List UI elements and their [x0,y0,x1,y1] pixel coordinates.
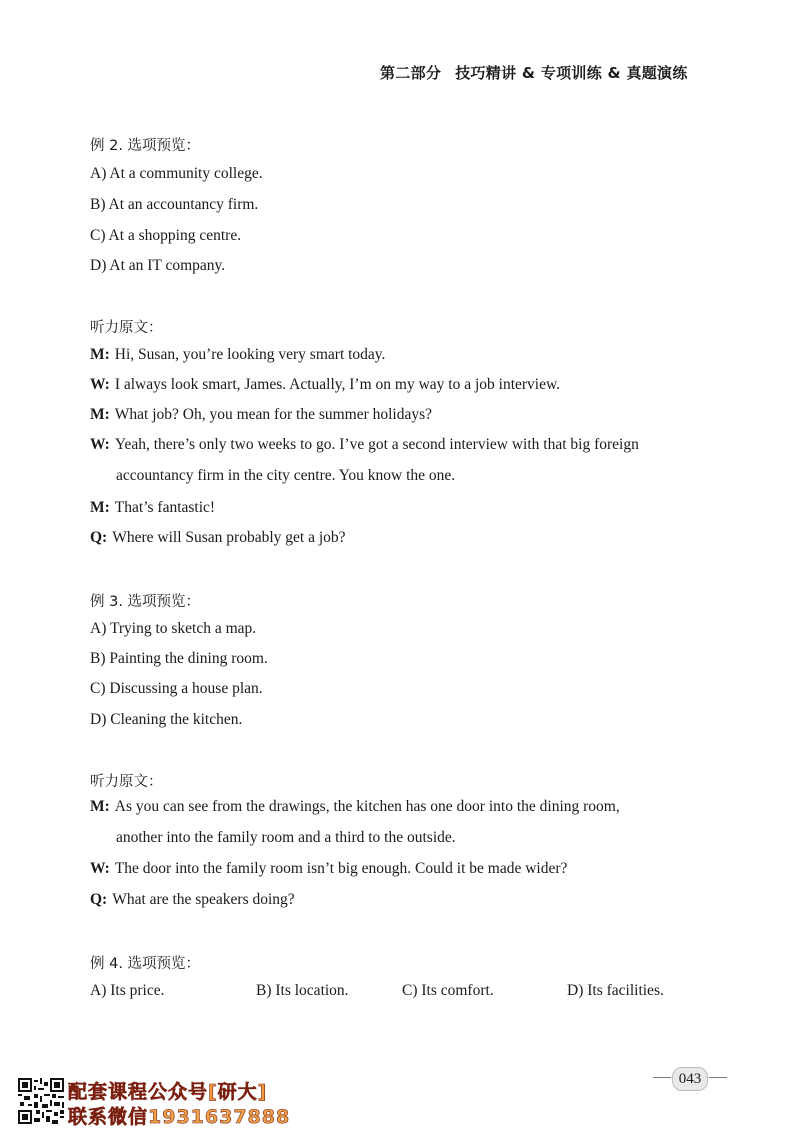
question-text: What are the speakers doing? [112,891,295,908]
example4-heading: 例 4. 选项预览： [90,956,201,972]
speaker-label: W: [90,436,110,453]
speaker-label: W: [90,860,110,877]
example4-option-d: D) Its facilities. [567,982,664,999]
example4-option-c: C) Its comfort. [402,982,494,999]
example2-heading: 例 2. 选项预览： [90,138,201,154]
example3-heading: 例 3. 选项预览： [90,594,201,610]
watermark-line-2: 联系微信1931637888 [68,1106,291,1128]
qr-code-icon [18,1078,64,1124]
dialogue-text: As you can see from the drawings, the kitchen has one door into the dining room, [114,798,620,815]
page-number [655,1067,725,1089]
dialogue-continuation: another into the family room and a third to the outside. [116,829,456,846]
dialogue-line [90,406,432,424]
example4-option-b: B) Its location. [256,982,349,999]
dialogue-line [90,860,567,878]
ornament-left [653,1077,671,1078]
watermark-line-1: 配套课程公众号[研大] [68,1081,268,1103]
example3-option-b: B) Painting the dining room. [90,650,268,667]
dialogue-continuation: accountancy firm in the city centre. You know the one. [116,467,456,484]
example4-option-a: A) Its price. [90,982,165,999]
question-line [90,891,295,909]
speaker-label: Q: [90,529,108,546]
dialogue-text: Hi, Susan, you’re looking very smart today. [114,346,386,363]
example3-option-d: D) Cleaning the kitchen. [90,711,243,728]
dialogue-line [90,346,385,364]
dialogue-line [90,436,639,454]
dialogue-line [90,798,620,816]
example2-option-b: B) At an accountancy firm. [90,196,259,213]
dialogue-text: The door into the family room isn’t big enough. Could it be made wider? [114,860,568,877]
speaker-label: Q: [90,891,108,908]
speaker-label: M: [90,499,110,516]
dialogue-text: Yeah, there’s only two weeks to go. I’ve got a second interview with that big foreign [114,436,639,453]
example2-option-c: C) At a shopping centre. [90,227,242,244]
dialogue-text: That’s fantastic! [114,499,216,516]
speaker-label: M: [90,798,110,815]
question-text: Where will Susan probably get a job? [112,529,346,546]
question-line [90,529,346,547]
dialogue-line [90,376,560,394]
example3-transcript-heading: 听力原文： [90,774,163,790]
dialogue-line [90,499,215,517]
example3-option-a: A) Trying to sketch a map. [90,620,257,637]
dialogue-text: What job? Oh, you mean for the summer holidays? [114,406,433,423]
running-header [380,62,720,83]
page-number-text: 043 [672,1067,709,1091]
ornament-right [709,1077,727,1078]
example3-option-c: C) Discussing a house plan. [90,680,263,697]
header-title: 技巧精讲 & 专项训练 & 真题演练 [455,64,688,82]
speaker-label: W: [90,376,110,393]
header-part: 第二部分 [380,64,442,82]
example2-option-a: A) At a community college. [90,165,263,182]
speaker-label: M: [90,406,110,423]
example2-option-d: D) At an IT company. [90,257,226,274]
speaker-label: M: [90,346,110,363]
dialogue-text: I always look smart, James. Actually, I’m on my way to a job interview. [114,376,561,393]
example2-transcript-heading: 听力原文： [90,320,163,336]
